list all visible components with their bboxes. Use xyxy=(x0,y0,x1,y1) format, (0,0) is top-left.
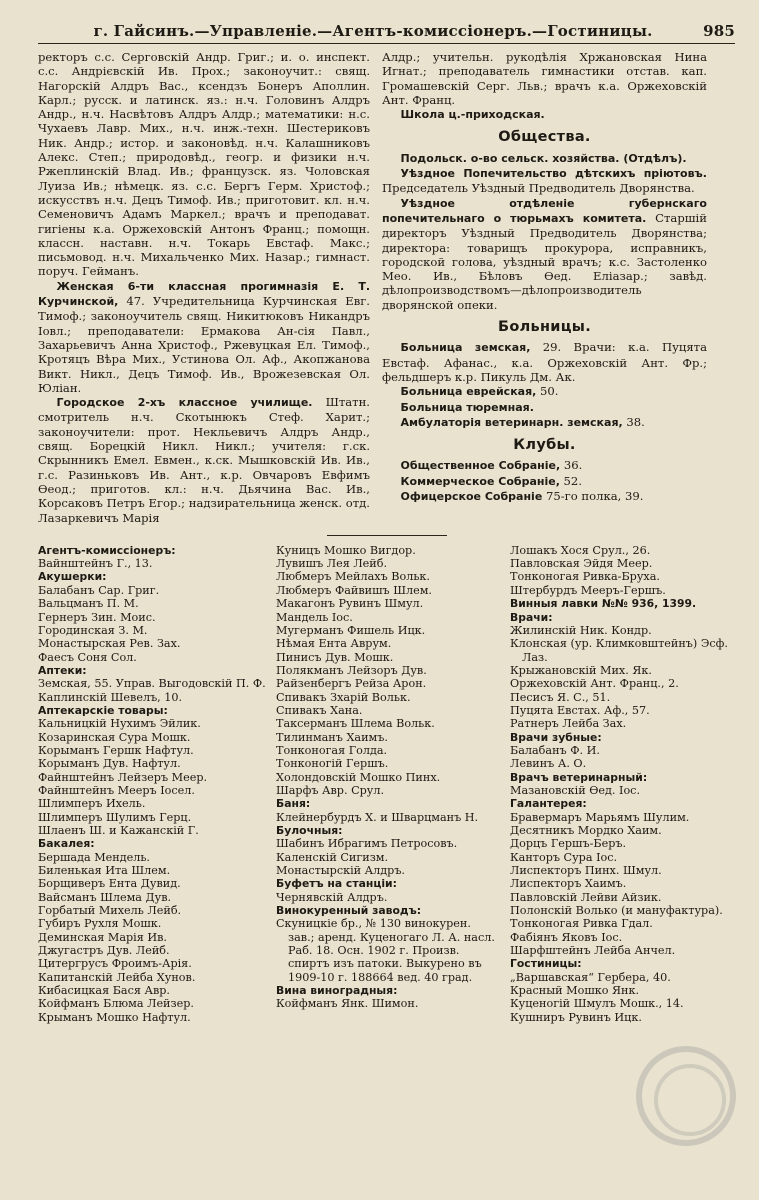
listing-entry: Губиръ Рухля Мошк. xyxy=(38,917,162,931)
listing-entry: Шабинъ Ибрагимъ Петросовъ. xyxy=(276,837,458,851)
category-heading: Акушерки: xyxy=(38,570,107,584)
institution-text: 47. Учредительница Курчинская Евг. Тимоф.; законоучитель свящ. Никитюковъ Никандръ Іовл.; преподаватели: Ермакова Ан-сія Павл., Захарьевичъ Анна Христоф., Ржевуцкая Ел. Тимоф., Кротяцъ Вѣра Мих., Устинова Ол. Аф., Акопжанова Викт. Никл., Децъ Тимоф. Ив., Врожезевская Ол. Юліан. xyxy=(38,294,370,395)
category-heading: Гостиницы: xyxy=(510,957,582,971)
page-number: 985 xyxy=(703,22,735,40)
listing-entry: Фабіянъ Яковъ Іос. xyxy=(510,930,623,944)
listing-entry: Койфманъ Янк. Шимон. xyxy=(276,997,419,1011)
listing-entry: Макагонъ Рувинъ Шмул. xyxy=(276,597,424,611)
entry-name: Амбулаторія ветеринарн. земская, xyxy=(400,415,623,429)
category-heading: Вина виноградныя: xyxy=(276,984,398,998)
listing-entry: Корыманъ Гершк Нафтул. xyxy=(38,743,194,757)
category-heading: Агентъ-комиссіонеръ: xyxy=(38,543,176,557)
listing-entry: Корыманъ Дув. Нафтул. xyxy=(38,757,181,771)
entry-name: Уѣздное Попечительство дѣтскихъ пріютовъ. xyxy=(400,167,707,181)
listing-entry: Городинская З. М. xyxy=(38,623,148,637)
society-entry xyxy=(382,196,707,312)
school-line xyxy=(382,107,707,122)
entry-text: 36. xyxy=(560,458,583,473)
entry-text: Председатель Уѣздный Предводитель Дворянства. xyxy=(382,181,695,196)
section-title-societies: Общества. xyxy=(498,129,591,146)
listing-entry: Штербурдъ Мееръ-Гершъ. xyxy=(510,583,666,597)
listing-entry: Джугастръ Дув. Лейб. xyxy=(38,944,170,958)
listing-entry: Мугерманъ Фишель Ицк. xyxy=(276,623,426,637)
listing-entry: Полякманъ Лейзоръ Дув. xyxy=(276,663,427,677)
listing-entry: Шлимперъ Шулимъ Герц. xyxy=(38,810,192,824)
listing-entry: Борщиверъ Ента Дувид. xyxy=(38,877,181,891)
institution-entry xyxy=(38,395,370,525)
entry-name: Уѣздное отдѣленіе губернскаго попечительнаго о тюрьмахъ комитета. xyxy=(382,196,707,225)
club-entry xyxy=(382,489,707,504)
business-listings xyxy=(38,544,735,1024)
listing-entry: Спивакъ Зхарій Вольк. xyxy=(276,690,411,704)
entry-text: Старшій директоръ Уѣздный Предводитель Дворянства; директора: товарищъ прокурора, исправникъ, городской голова, уѣздный врачъ; к.с. Застоленко Мео. Ив., Бѣловъ Ѳед. Еліазар.; завѣд. дѣлопроизводствомъ—дѣлопроизводитель дворянской опеки. xyxy=(382,210,707,312)
listing-entry: Шлимперъ Ихель. xyxy=(38,797,146,811)
listing-column-1 xyxy=(38,544,266,1024)
category-heading: Врачъ ветеринарный: xyxy=(510,770,648,784)
listing-entry: Балабанъ Сар. Григ. xyxy=(38,583,160,597)
entry-text: 75-го полка, 39. xyxy=(542,489,644,504)
listing-entry: Холондовскій Мошко Пинх. xyxy=(276,770,441,784)
category-heading: Баня: xyxy=(276,797,311,811)
entry-name: Общественное Собраніе, xyxy=(400,459,561,473)
category-heading: Аптекарскіе товары: xyxy=(38,703,168,717)
listing-entry: Лошакъ Хося Срул., 26. xyxy=(510,543,651,557)
listing-entry: Монастырская Рев. Зах. xyxy=(38,637,181,651)
listing-entry: Каплинскій Шевелъ, 10. xyxy=(38,690,183,704)
institution-name: Городское 2-хъ классное училище. xyxy=(56,396,313,410)
listing-entry: Нѣмая Ента Аврум. xyxy=(276,637,392,651)
listing-entry: Десятникъ Мордко Хаим. xyxy=(510,824,662,838)
listing-entry: Земская, 55. Управ. Выгодовскій П. Ф. xyxy=(38,677,266,691)
section-divider xyxy=(327,535,447,536)
listing-entry: Таксерманъ Шлема Вольк. xyxy=(276,717,435,731)
listing-entry: Дорцъ Гершъ-Беръ. xyxy=(510,837,627,851)
listing-column-2 xyxy=(276,544,500,1024)
upper-right-column xyxy=(382,50,707,525)
listing-entry: Пуцята Евстах. Аф., 57. xyxy=(510,703,650,717)
category-heading: Булочныя: xyxy=(276,824,343,838)
listing-entry: Жилинскій Ник. Кондр. xyxy=(510,623,652,637)
category-heading: Буфетъ на станціи: xyxy=(276,877,397,891)
paragraph: Алдр.; учительн. рукодѣлія Хржановская Нина Игнат.; преподаватель гимнастики отстав. кап. Громашевскій Серг. Льв.; врачъ к.а. Оржеховскій Ант. Франц. xyxy=(382,50,707,107)
listing-entry: Вайсманъ Шлема Дув. xyxy=(38,890,172,904)
society-entry xyxy=(382,166,707,196)
listing-entry: Тилинманъ Хаимъ. xyxy=(276,730,388,744)
listing-entry: Гернеръ Зин. Моис. xyxy=(38,610,156,624)
listing-entry: Любмеръ Мейлахъ Вольк. xyxy=(276,570,430,584)
institution-entry xyxy=(38,279,370,395)
listing-entry: Мазановскій Ѳед. Іос. xyxy=(510,783,641,797)
listing-entry: Вайнштейнъ Г., 13. xyxy=(38,557,153,571)
category-heading: Врачи зубные: xyxy=(510,730,602,744)
category-heading: Винныя лавки №№ 936, 1399. xyxy=(510,597,697,611)
entry-name: Больница земская, xyxy=(400,341,531,355)
category-heading: Бакалея: xyxy=(38,837,95,851)
entry-text: 29. Врачи: к.а. Пуцята Евстаф. Афанас., к.а. Оржеховскій Ант. Фр.; фельдшеръ к.р. Пикуль Дм. Ак. xyxy=(382,340,707,384)
listing-entry: Лиспекторъ Хаимъ. xyxy=(510,877,627,891)
listing-entry: Скуницкіе бр., № 130 винокурен. зав.; аренд. Куценогаго Л. А. насл. Раб. 18. Осн. 1902 г. Произв. спиртъ изъ патоки. Выкурено въ 1909-10 г. 188664 вед. 40 град. xyxy=(276,917,495,984)
listing-column-3 xyxy=(510,544,734,1024)
listing-entry: Кальницкій Нухимъ Эйлик. xyxy=(38,717,201,731)
institution-name: Женская 6-ти классная прогимназія Е. Т. Курчинской, xyxy=(38,279,370,309)
hospital-entry xyxy=(382,384,707,399)
hospital-entry xyxy=(382,340,707,384)
listing-entry: Козаринская Сура Мошк. xyxy=(38,730,191,744)
listing-entry: Деминская Марія Ив. xyxy=(38,930,167,944)
listing-entry: Левинъ А. О. xyxy=(510,757,587,771)
listing-entry: Бершада Мендель. xyxy=(38,850,150,864)
listing-entry: Файнштейнъ Лейзеръ Меер. xyxy=(38,770,208,784)
listing-entry: Пинисъ Дув. Мошк. xyxy=(276,650,394,664)
society-entry xyxy=(382,151,707,166)
listing-entry: Шлаенъ Ш. и Кажанскій Г. xyxy=(38,824,199,838)
entry-name: Коммерческое Собраніе, xyxy=(400,474,560,488)
listing-entry: Шарфштейнъ Лейба Анчел. xyxy=(510,944,676,958)
category-heading: Врачи: xyxy=(510,610,553,624)
hospital-entry xyxy=(382,415,707,430)
listing-entry: Куценогій Шмулъ Мошк., 14. xyxy=(510,997,684,1011)
listing-entry: Песисъ Я. С., 51. xyxy=(510,690,611,704)
entry-name: Больница еврейская, xyxy=(400,385,537,399)
listing-entry: Ратнеръ Лейба Зах. xyxy=(510,717,627,731)
listing-entry: Тонконогая Голда. xyxy=(276,743,388,757)
listing-entry: Красный Мошко Янк. xyxy=(510,984,640,998)
section-title-clubs: Клубы. xyxy=(513,437,576,454)
upper-section xyxy=(38,50,735,525)
listing-entry: Балабанъ Ф. И. xyxy=(510,743,600,757)
listing-entry: Спивакъ Хана. xyxy=(276,703,363,717)
listing-entry: Мандель Іос. xyxy=(276,610,353,624)
listing-entry: Павловскій Лейви Айзик. xyxy=(510,890,662,904)
club-entry xyxy=(382,458,707,473)
listing-entry: Чернявскій Алдръ. xyxy=(276,890,388,904)
listing-entry: Кибасицкая Бася Авр. xyxy=(38,984,170,998)
category-heading: Винокуренный заводъ: xyxy=(276,904,422,918)
school-name: Школа ц.-приходская. xyxy=(400,108,545,122)
listing-entry: Крыманъ Мошко Нафтул. xyxy=(38,1010,191,1024)
category-heading: Аптеки: xyxy=(38,663,87,677)
entry-text: 52. xyxy=(559,473,582,488)
listing-entry: Канторъ Сура Іос. xyxy=(510,850,618,864)
entry-name: Подольск. о-во сельск. хозяйства. (Отдѣлъ). xyxy=(400,151,687,165)
listing-entry: Биленькая Ита Шлем. xyxy=(38,864,171,878)
listing-entry: Куницъ Мошко Вигдор. xyxy=(276,543,416,557)
upper-left-column xyxy=(38,50,370,525)
library-stamp xyxy=(636,1046,736,1146)
institution-text: Штатн. смотритель н.ч. Скотынюкъ Стеф. Харит.; законоучители: прот. Некльевичъ Алдръ Андр., свящ. Борецкій Никл. Никл.; учителя: г.ск. Скрынникъ Емел. Евмен., к.ск. Мышковскій Ив. Ив., г.с. Разиньковъ Ив. Ант., к.р. Овчаровъ Евфимъ Ѳеод.; приготов. кл.: н.ч. Дьячина Вас. Ив., Корсаковъ Петръ Егор.; надзирательница женск. отд. Лазаркевичъ Марія xyxy=(38,395,370,525)
listing-entry: Шарфъ Авр. Срул. xyxy=(276,783,385,797)
entry-text: 50. xyxy=(536,384,559,399)
category-heading: Галантерея: xyxy=(510,797,587,811)
listing-entry: Горбатый Михель Лейб. xyxy=(38,904,182,918)
page-header xyxy=(38,22,735,44)
section-title-hospitals: Больницы. xyxy=(497,319,592,336)
listing-entry: Лувишъ Лея Лейб. xyxy=(276,557,388,571)
listing-entry: Тонконогій Гершъ. xyxy=(276,757,389,771)
club-entry xyxy=(382,474,707,489)
listing-entry: Монастырскій Алдръ. xyxy=(276,864,405,878)
listing-entry: Тонконогая Ривка Гдал. xyxy=(510,917,653,931)
paragraph: ректоръ с.с. Серговскій Андр. Григ.; и. о. инспект. с.с. Андрієвскій Ив. Прох.; законоучит.: свящ. Нагорскій Алдръ Вас., ксендзъ Бонеръ Аполлин. Карл.; русск. и латинск. яз.: н.ч. Головинъ Алдръ Андр., н.ч. Насвѣтовъ Алдръ Алдр.; математики: н.с. Чухаевъ Лавр. Мих., н.ч. инж.-техн. Шестериковъ Ник. Андр.; истор. и законовѣд. н.ч. Калашниковъ Алекс. Степ.; природовѣд., геогр. и физики н.ч. Ржеплинскій Влад. Ив.; французск. яз. Чоловская Луиза Ив.; нѣмецк. яз. с.с. Бергъ Герм. Христоф.; искусствъ н.ч. Децъ Тимоф. Ив.; приготовит. кл. н.ч. Семеновичъ Адамъ Маркел.; врачъ и преподават. гигіены к.а. Оржеховскій Антонъ Франц.; помощн. классн. наставн. н.ч. Токарь Евстаф. Макс.; письмовод. н.ч. Михальченко Мих. Назар.; гимнаст. поруч. Гейманъ. xyxy=(38,50,370,279)
entry-name: Больница тюремная. xyxy=(400,400,534,414)
listing-entry: Цитергрусъ Фроимъ-Арія. xyxy=(38,957,192,971)
listing-entry: Клейнербурдъ Х. и Шварцманъ Н. xyxy=(276,810,479,824)
listing-entry: Койфманъ Блюма Лейзер. xyxy=(38,997,194,1011)
page-title: г. Гайсинъ.—Управленіе.—Агентъ-комиссіонеръ.—Гостиницы. xyxy=(93,22,653,40)
listing-entry: Полонскій Волько (и мануфактура). xyxy=(510,904,723,918)
entry-name: Офицерское Собраніе xyxy=(400,490,543,504)
listing-entry: Файнштейнъ Мееръ Іосел. xyxy=(38,783,195,797)
listing-entry: Крыжановскій Мих. Як. xyxy=(510,663,652,677)
listing-entry: Клонская (ур. Климковштейнъ) Эсф. Лаз. xyxy=(510,637,728,664)
listing-entry: Вальцманъ П. М. xyxy=(38,597,139,611)
listing-entry: Любмеръ Файвишъ Шлем. xyxy=(276,583,432,597)
listing-entry: Фаесъ Соня Сол. xyxy=(38,650,137,664)
listing-entry: Павловская Эйдя Меер. xyxy=(510,557,653,571)
listing-entry: Лиспекторъ Пинх. Шмул. xyxy=(510,864,662,878)
entry-text: 38. xyxy=(622,414,645,429)
listing-entry: Бравермаръ Марьямъ Шулим. xyxy=(510,810,690,824)
listing-entry: Оржеховскій Ант. Франц., 2. xyxy=(510,677,679,691)
listing-entry: Капитанскій Лейба Хунов. xyxy=(38,970,196,984)
hospital-entry xyxy=(382,400,707,415)
listing-entry: Каленскій Сигизм. xyxy=(276,850,389,864)
listing-entry: „Варшавская“ Гербера, 40. xyxy=(510,970,671,984)
listing-entry: Райзенбергъ Рейза Арон. xyxy=(276,677,427,691)
listing-entry: Кушниръ Рувинъ Ицк. xyxy=(510,1010,642,1024)
listing-entry: Тонконогая Ривка-Бруха. xyxy=(510,570,660,584)
